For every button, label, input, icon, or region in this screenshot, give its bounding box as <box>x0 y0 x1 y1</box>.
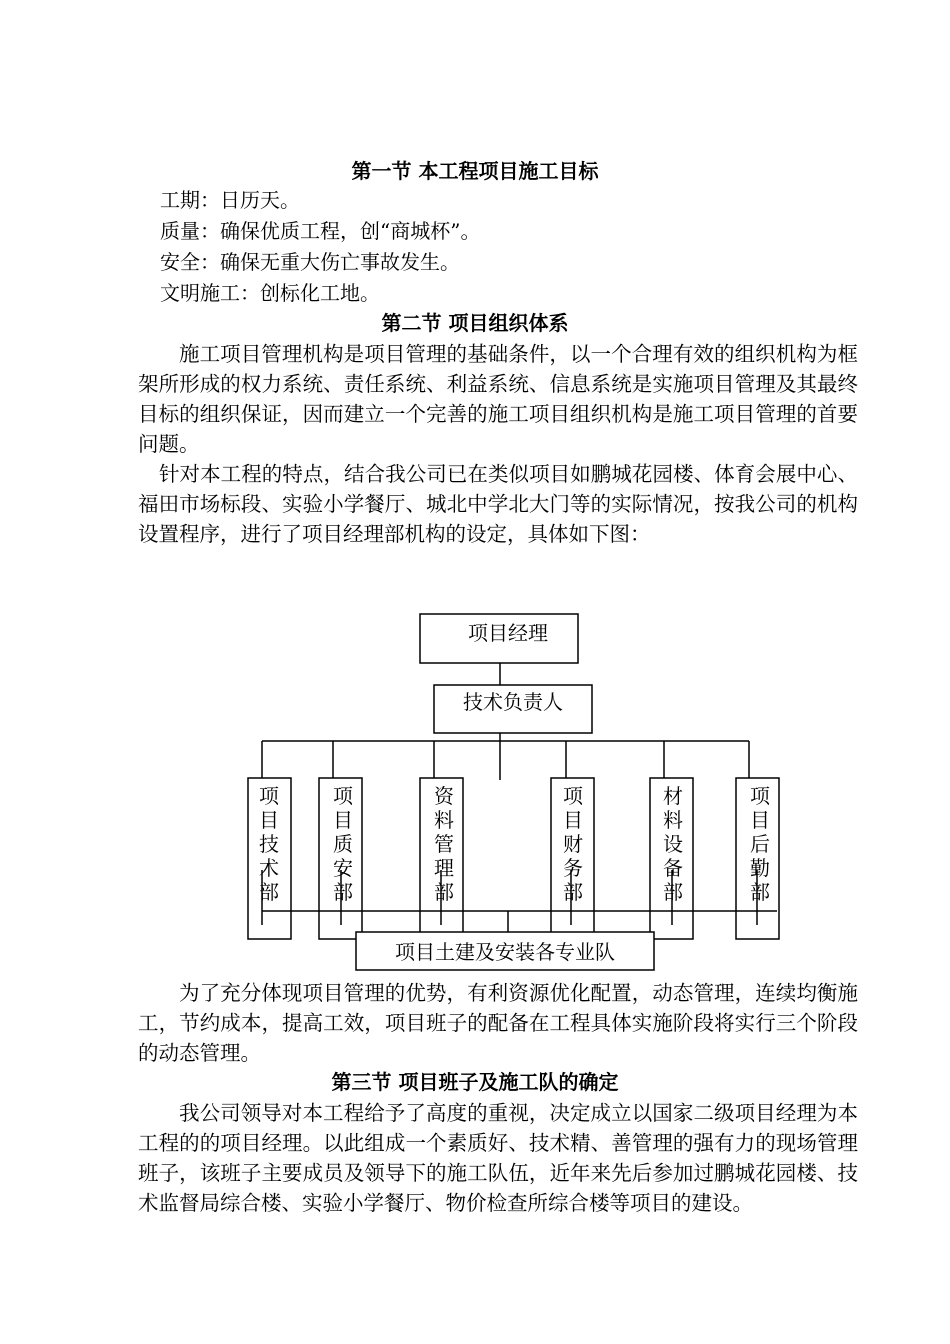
section2-paragraph-1: 施工项目管理机构是项目管理的基础条件，以一个合理有效的组织机构为框架所形成的权力系统、责任系统、利益系统、信息系统是实施项目管理及其最终目标的组织保证，因而建立一个完善的施工项目组织机构是施工项目管理的首要问题。 <box>138 342 858 456</box>
tech-lead-label: 技术负责人 <box>463 690 563 714</box>
section3-paragraph: 我公司领导对本工程给予了高度的重视，决定成立以国家二级项目经理为本工程的的项目经理。以此组成一个素质好、技术精、善管理的强有力的现场管理班子，该班子主要成员及领导下的施工队伍，近年来先后参加过鹏城花园楼、技术监督局综合楼、实验小学餐厅、物价检查所综合楼等项目的建设。 <box>138 1101 858 1215</box>
section2-paragraph-2: 针对本工程的特点，结合我公司已在类似项目如鹏城花园楼、体育会展中心、福田市场标段、实验小学餐厅、城北中学北大门等的实际情况，按我公司的机构设置程序，进行了项目经理部机构的设定，具体如下图： <box>138 462 858 546</box>
section3-title: 第三节 项目班子及施工队的确定 <box>331 1070 619 1094</box>
section1-title: 第一节 本工程项目施工目标 <box>351 159 599 183</box>
manager-label: 项目经理 <box>468 621 548 645</box>
dept-label-3: 资料管理部 <box>434 784 454 904</box>
goal-safety: 安全：确保无重大伤亡事故发生。 <box>160 250 460 274</box>
goal-civilized: 文明施工：创标化工地。 <box>160 281 380 305</box>
dept-label-2: 项目质安部 <box>333 784 353 904</box>
team-label: 项目土建及安装各专业队 <box>395 940 615 964</box>
goal-duration: 工期：日历天。 <box>160 188 300 212</box>
goal-quality: 质量：确保优质工程，创“商城杯”。 <box>160 219 481 243</box>
dept-label-1: 项目技术部 <box>259 784 279 904</box>
dept-label-5: 材料设备部 <box>663 784 683 904</box>
section2-paragraph-3: 为了充分体现项目管理的优势，有利资源优化配置，动态管理，连续均衡施工，节约成本，提高工效，项目班子的配备在工程具体实施阶段将实行三个阶段的动态管理。 <box>138 981 858 1065</box>
section2-title: 第二节 项目组织体系 <box>381 311 569 335</box>
department-labels <box>259 784 771 904</box>
dept-label-4: 项目财务部 <box>563 784 583 904</box>
dept-label-6: 项目后勤部 <box>750 784 770 904</box>
